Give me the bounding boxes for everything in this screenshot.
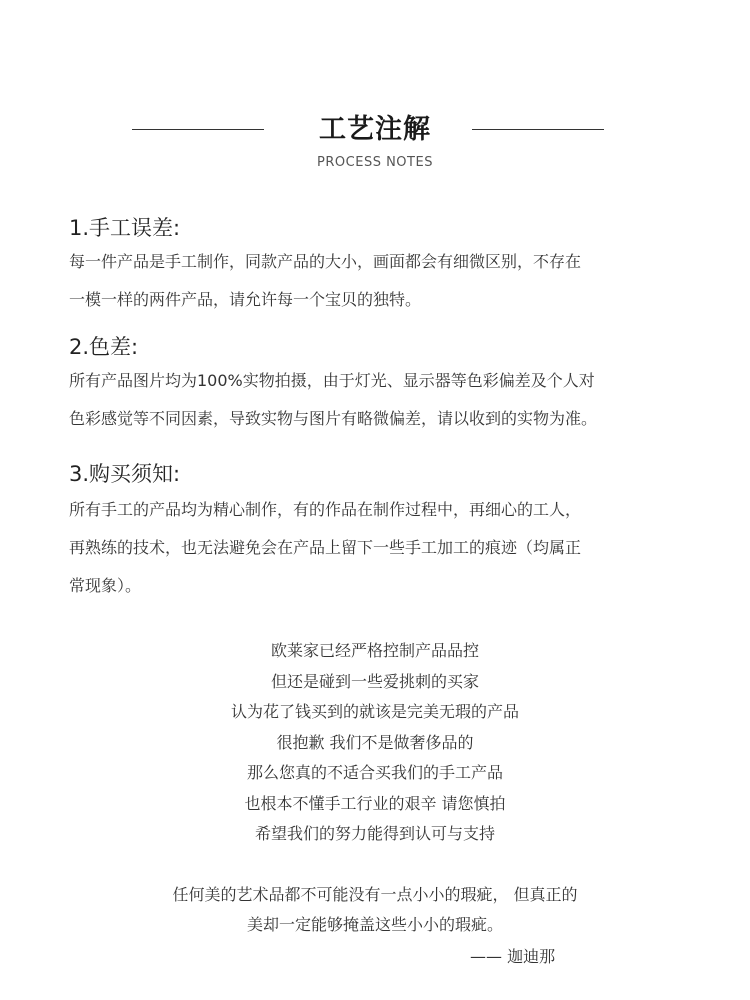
section-body (69, 491, 699, 605)
section-title: 2.色差: (69, 335, 139, 359)
section-title: 1.手工误差: (69, 216, 181, 240)
section-color-difference (69, 332, 699, 438)
page-header (0, 112, 750, 182)
section-line: 所有手工的产品均为精心制作，有的作品在制作过程中，再细心的工人， (69, 500, 582, 519)
quote-line: 任何美的艺术品都不可能没有一点小小的瑕疵， 但真正的 (172, 885, 578, 904)
section-handmade-error (69, 213, 699, 319)
section-line: 常现象）。 (69, 576, 142, 595)
section-line: 再熟练的技术，也无法避免会在产品上留下一些手工加工的痕迹（均属正 (69, 538, 582, 557)
quote-line: 美却一定能够掩盖这些小小的瑕疵。 (246, 915, 503, 934)
section-title: 3.购买须知: (69, 462, 181, 486)
statement-line: 但还是碰到一些爱挑刺的买家 (270, 671, 479, 691)
statement-line: 希望我们的努力能得到认可与支持 (254, 824, 495, 843)
section-line: 一模一样的两件产品，请允许每一个宝贝的独特。 (69, 290, 422, 309)
section-line: 每一件产品是手工制作，同款产品的大小，画面都会有细微区别，不存在 (69, 252, 582, 271)
title-divider-right (472, 129, 604, 130)
section-line: 色彩感觉等不同因素，导致实物与图片有略微偏差，请以收到的实物为准。 (69, 409, 598, 428)
page-title: 工艺注解 (319, 114, 431, 145)
section-body (69, 243, 699, 319)
quote-attribution: —— 迦迪那 (470, 947, 556, 966)
section-purchase-notice (69, 459, 699, 605)
statement-line: 认为花了钱买到的就该是完美无瑕的产品 (230, 702, 519, 721)
statement-line: 也根本不懂手工行业的艰辛 请您慎拍 (244, 793, 506, 813)
store-statement (0, 636, 750, 850)
page-subtitle: PROCESS NOTES (317, 155, 433, 170)
statement-line: 那么您真的不适合买我们的手工产品 (246, 763, 503, 782)
statement-line: 欧莱家已经严格控制产品品控 (270, 641, 479, 660)
closing-quote (0, 880, 750, 940)
section-line: 所有产品图片均为100%实物拍摄，由于灯光、显示器等色彩偏差及个人对 (69, 371, 595, 390)
section-body (69, 362, 699, 438)
statement-line: 很抱歉 我们不是做奢侈品的 (276, 732, 474, 752)
